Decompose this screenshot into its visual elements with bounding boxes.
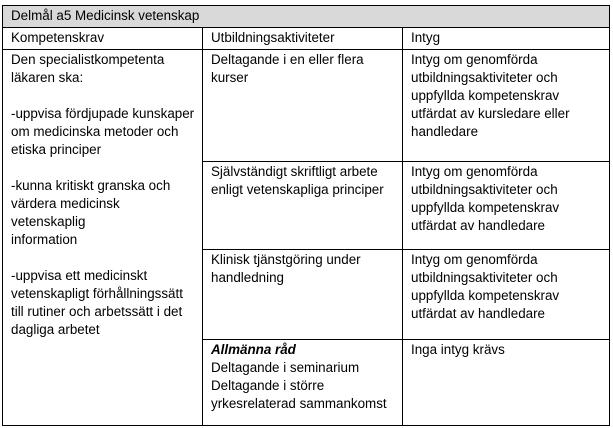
intyg-text: Intyg om genomförda utbildningsaktiviteter och uppfyllda kompetenskrav utfärdat av handledare <box>411 164 560 233</box>
header-utbildningsaktiviteter: Utbildningsaktiviteter <box>203 28 403 50</box>
advice-cell <box>203 340 403 426</box>
activity-cell <box>203 250 403 340</box>
intyg-cell <box>403 340 610 426</box>
header-intyg: Intyg <box>403 28 610 50</box>
intyg-text: Inga intyg krävs <box>411 342 505 357</box>
intyg-cell <box>403 50 610 162</box>
intyg-text: Intyg om genomförda utbildningsaktiviteter och uppfyllda kompetenskrav utfärdat av kursledare eller handledare <box>411 52 570 139</box>
kompetenskrav-item: -uppvisa ett medicinskt vetenskapligt förhållningssätt till rutiner och arbetssätt i det dagliga arbetet <box>11 268 183 337</box>
activity-text: Självständigt skriftligt arbete enligt vetenskapliga principer <box>211 164 384 197</box>
intyg-cell <box>403 162 610 250</box>
header-kompetenskrav: Kompetenskrav <box>3 28 203 50</box>
intyg-text: Intyg om genomförda utbildningsaktiviteter och uppfyllda kompetenskrav utfärdat av handledare <box>411 252 560 321</box>
kompetenskrav-cell <box>3 50 203 426</box>
table-caption: Delmål a5 Medicinsk vetenskap <box>3 6 610 28</box>
kompetenskrav-item: -kunna kritiskt granska och värdera medicinsk vetenskaplig information <box>11 178 171 247</box>
activity-cell <box>203 162 403 250</box>
kompetenskrav-intro: Den specialistkompetenta läkaren ska: <box>11 52 165 85</box>
requirements-table <box>2 5 610 426</box>
advice-title: Allmänna råd <box>211 342 296 357</box>
table-row <box>3 50 610 162</box>
kompetenskrav-item: -uppvisa fördjupade kunskaper om medicinska metoder och etiska principer <box>11 106 195 157</box>
activity-text: Klinisk tjänstgöring under handledning <box>211 252 361 285</box>
activity-cell <box>203 50 403 162</box>
activity-text: Deltagande i en eller flera kurser <box>211 52 364 85</box>
intyg-cell <box>403 250 610 340</box>
advice-text: Deltagande i seminarium Deltagande i större yrkesrelaterad sammankomst <box>211 360 387 411</box>
